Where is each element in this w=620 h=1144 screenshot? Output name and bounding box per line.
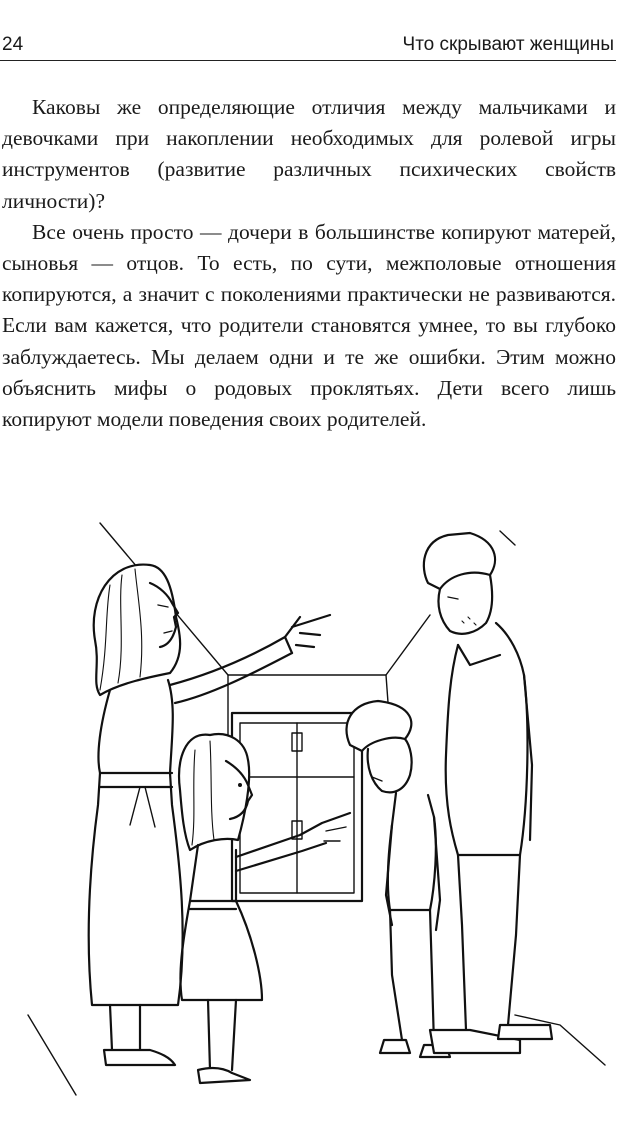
page-header <box>0 30 616 61</box>
paragraph-1: Каковы же определяющие отличия между мальчиками и девочками при накоплении необходимых для ролевой игры инструментов (развитие различных психических свойств личности)? <box>2 95 616 213</box>
page-number: 24 <box>2 34 24 55</box>
father-figure <box>424 533 552 1053</box>
body-text <box>2 92 616 435</box>
running-title: Что скрывают женщины <box>402 34 614 55</box>
girl-figure <box>179 734 350 1083</box>
family-illustration <box>0 505 620 1105</box>
window <box>232 713 362 901</box>
paragraph-2: Все очень просто — дочери в большинстве копируют матерей, сыновья — отцов. То есть, по сути, межполовые отношения копируются, а значит с поколениями практически не развиваются. Если вам кажется, что родители становятся умнее, то вы глубоко заблуждаетесь. Мы делаем одни и те же ошибки. Этим можно объяснить мифы о родовых проклятьях. Дети всего лишь копируют модели поведения своих родителей. <box>2 219 616 432</box>
